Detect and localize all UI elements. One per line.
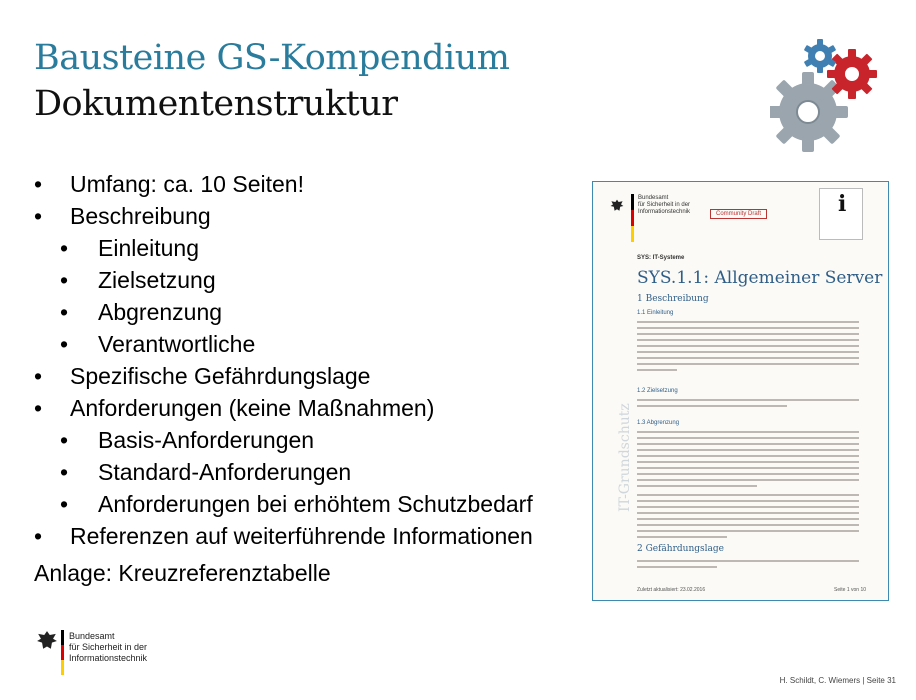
doc-sub-2: 1.2 Zielsetzung [637, 388, 678, 394]
doc-side-text: IT-Grundschutz [617, 403, 633, 512]
doc-footer-left: Zuletzt aktualisiert: 23.02.2016 [637, 587, 706, 593]
doc-section-1: 1 Beschreibung [637, 294, 709, 304]
anlage-note: Anlage: Kreuzreferenztabelle [34, 560, 331, 586]
doc-side-label [599, 362, 649, 512]
doc-heading: SYS.1.1: Allgemeiner Server [637, 268, 883, 288]
slide-title-line2: Dokumentenstruktur [34, 84, 398, 124]
bullet-dot: • [60, 267, 69, 293]
bullet-item [34, 392, 533, 424]
doc-category: SYS: IT-Systeme [637, 255, 685, 261]
bullet-text: Abgrenzung [98, 299, 223, 325]
bullet-dot: • [34, 171, 43, 197]
slide-title-line1: Bausteine GS-Kompendium [34, 38, 510, 78]
doc-text-block [637, 494, 859, 542]
bullet-text: Basis-Anforderungen [98, 427, 315, 453]
bullet-item [34, 200, 533, 232]
bullet-list [34, 168, 533, 552]
bullet-dot: • [60, 331, 69, 357]
bullet-text: Verantwortliche [98, 331, 256, 357]
bullet-dot: • [60, 235, 69, 261]
bullet-text: Beschreibung [70, 203, 211, 229]
slide-footer: H. Schildt, C. Wiemers | Seite 31 [779, 676, 896, 685]
bullet-item [34, 232, 533, 264]
bullet-text: Standard-Anforderungen [98, 459, 352, 485]
gears-icon [770, 38, 880, 156]
bullet-item [34, 168, 533, 200]
doc-text-block [637, 431, 859, 491]
bullet-item [34, 456, 533, 488]
bullet-dot: • [34, 203, 43, 229]
doc-footer-right: Seite 1 von 10 [834, 587, 866, 593]
info-box [819, 188, 863, 240]
bullet-item [34, 360, 533, 392]
bullet-text: Zielsetzung [98, 267, 216, 293]
document-preview [592, 181, 889, 601]
bullet-item [34, 488, 533, 520]
flag-stripe [631, 194, 634, 242]
bullet-item [34, 264, 533, 296]
federal-eagle-icon [36, 630, 58, 652]
draft-label: Community Draft [710, 209, 767, 219]
bullet-dot: • [34, 363, 43, 389]
bullet-text: Umfang: ca. 10 Seiten! [70, 171, 304, 197]
bullet-text: Spezifische Gefährdungslage [70, 363, 371, 389]
bullet-item [34, 424, 533, 456]
doc-text-block [637, 399, 859, 411]
bullet-text: Einleitung [98, 235, 200, 261]
doc-bsi-name: Bundesamt für Sicherheit in der Informationstechnik [638, 195, 691, 215]
bsi-logo-text: Bundesamt für Sicherheit in der Informationstechnik [69, 631, 148, 663]
doc-sub-1: 1.1 Einleitung [637, 310, 674, 316]
bullet-dot: • [60, 299, 69, 325]
bullet-item [34, 328, 533, 360]
flag-stripe [61, 630, 64, 675]
bullet-dot: • [34, 523, 43, 549]
federal-eagle-icon [609, 198, 625, 214]
bullet-text: Anforderungen (keine Maßnahmen) [70, 395, 435, 421]
bullet-text: Referenzen auf weiterführende Informationen [70, 523, 533, 549]
bullet-dot: • [60, 459, 69, 485]
doc-section-2: 2 Gefährdungslage [637, 544, 724, 554]
bullet-text: Anforderungen bei erhöhtem Schutzbedarf [98, 491, 533, 517]
doc-sub-3: 1.3 Abgrenzung [637, 420, 680, 426]
doc-text-block [637, 560, 859, 572]
info-icon: i [838, 191, 847, 217]
bullet-dot: • [60, 491, 69, 517]
bullet-dot: • [60, 427, 69, 453]
bullet-dot: • [34, 395, 43, 421]
doc-text-block [637, 321, 859, 375]
bullet-item [34, 296, 533, 328]
bullet-item [34, 520, 533, 552]
